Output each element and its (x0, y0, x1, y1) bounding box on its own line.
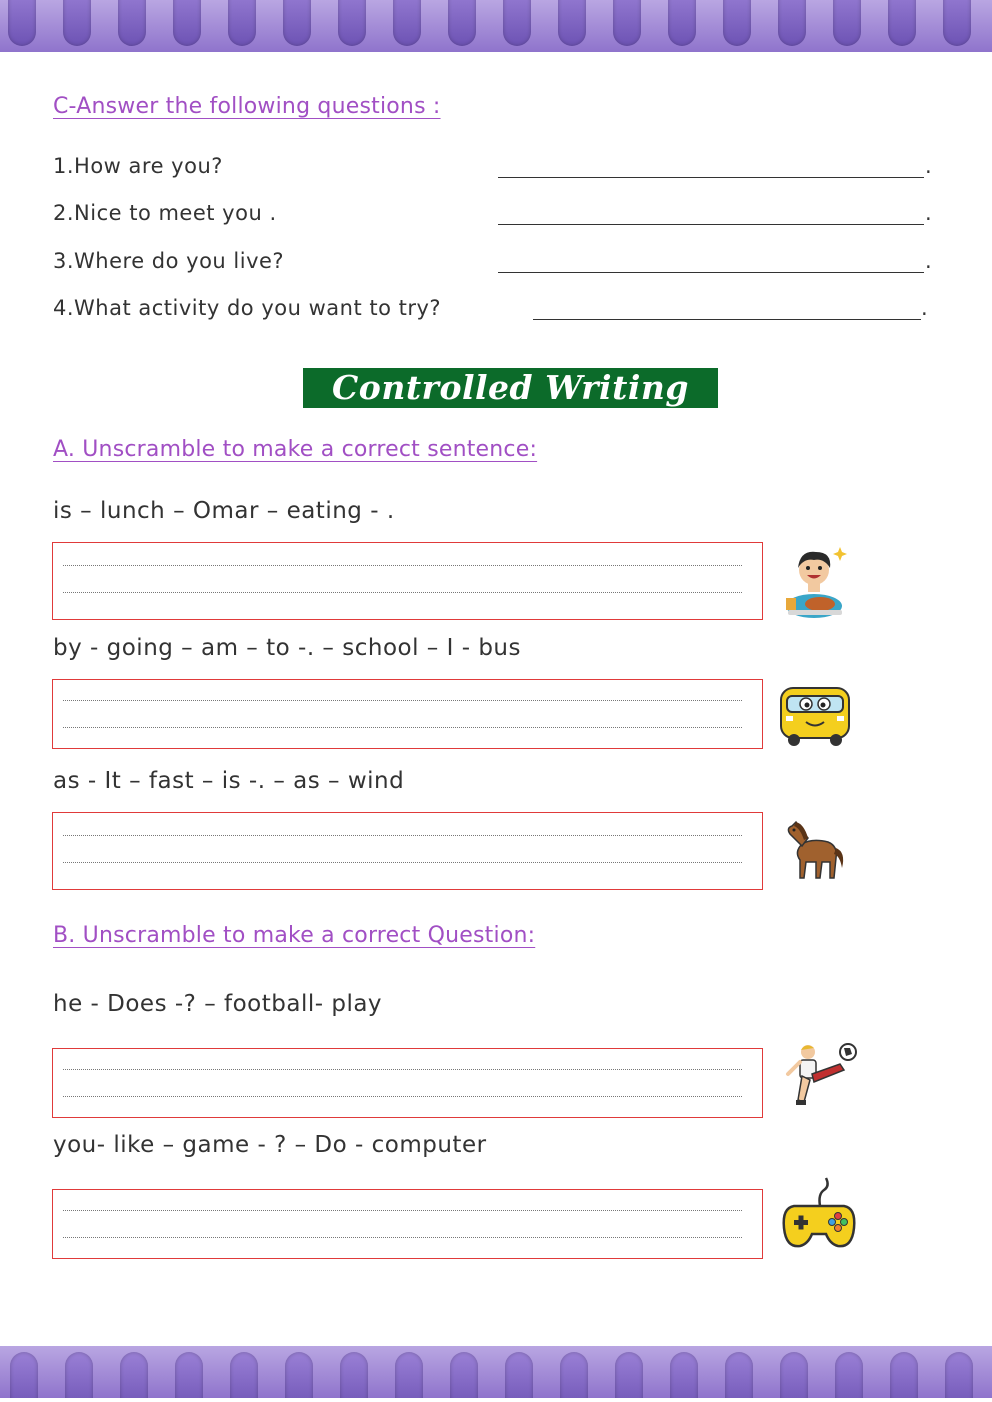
answer-line-2[interactable] (498, 224, 924, 225)
boy-eating-icon (782, 544, 848, 618)
answer-line-3[interactable] (498, 272, 924, 273)
answer-box-b1[interactable] (52, 1048, 763, 1118)
question-3: 3.Where do you live? (53, 249, 285, 273)
answer-period-3: . (925, 249, 932, 273)
section-b-heading: B. Unscramble to make a correct Question: (53, 923, 536, 948)
answer-box-a2[interactable] (52, 679, 763, 749)
question-2: 2.Nice to meet you . (53, 201, 277, 225)
answer-box-b2[interactable] (52, 1189, 763, 1259)
top-decorative-band (0, 0, 992, 52)
question-1: 1.How are you? (53, 154, 223, 178)
answer-box-a1[interactable] (52, 542, 763, 620)
football-player-icon (784, 1040, 860, 1112)
scramble-prompt-b1: he - Does -? – football- play (53, 991, 383, 1017)
section-a-heading: A. Unscramble to make a correct sentence: (53, 437, 538, 462)
scramble-prompt-b2: you- like – game - ? – Do - computer (53, 1132, 487, 1158)
answer-line-4[interactable] (533, 319, 921, 320)
controlled-writing-banner: Controlled Writing (303, 368, 718, 408)
answer-line-1[interactable] (498, 177, 924, 178)
horse-icon (782, 816, 848, 884)
answer-period-1: . (925, 154, 932, 178)
answer-box-a3[interactable] (52, 812, 763, 890)
scramble-prompt-a3: as - It – fast – is -. – as – wind (53, 768, 405, 794)
scramble-prompt-a2: by - going – am – to -. – school – I - bus (53, 635, 521, 661)
answer-period-2: . (925, 201, 932, 225)
gamepad-icon (780, 1176, 858, 1252)
scramble-prompt-a1: is – lunch – Omar – eating - . (53, 498, 395, 524)
bottom-decorative-band (0, 1346, 992, 1398)
question-4: 4.What activity do you want to try? (53, 296, 442, 320)
answer-period-4: . (921, 296, 928, 320)
school-bus-icon (778, 684, 852, 748)
section-c-heading: C-Answer the following questions : (53, 94, 441, 119)
